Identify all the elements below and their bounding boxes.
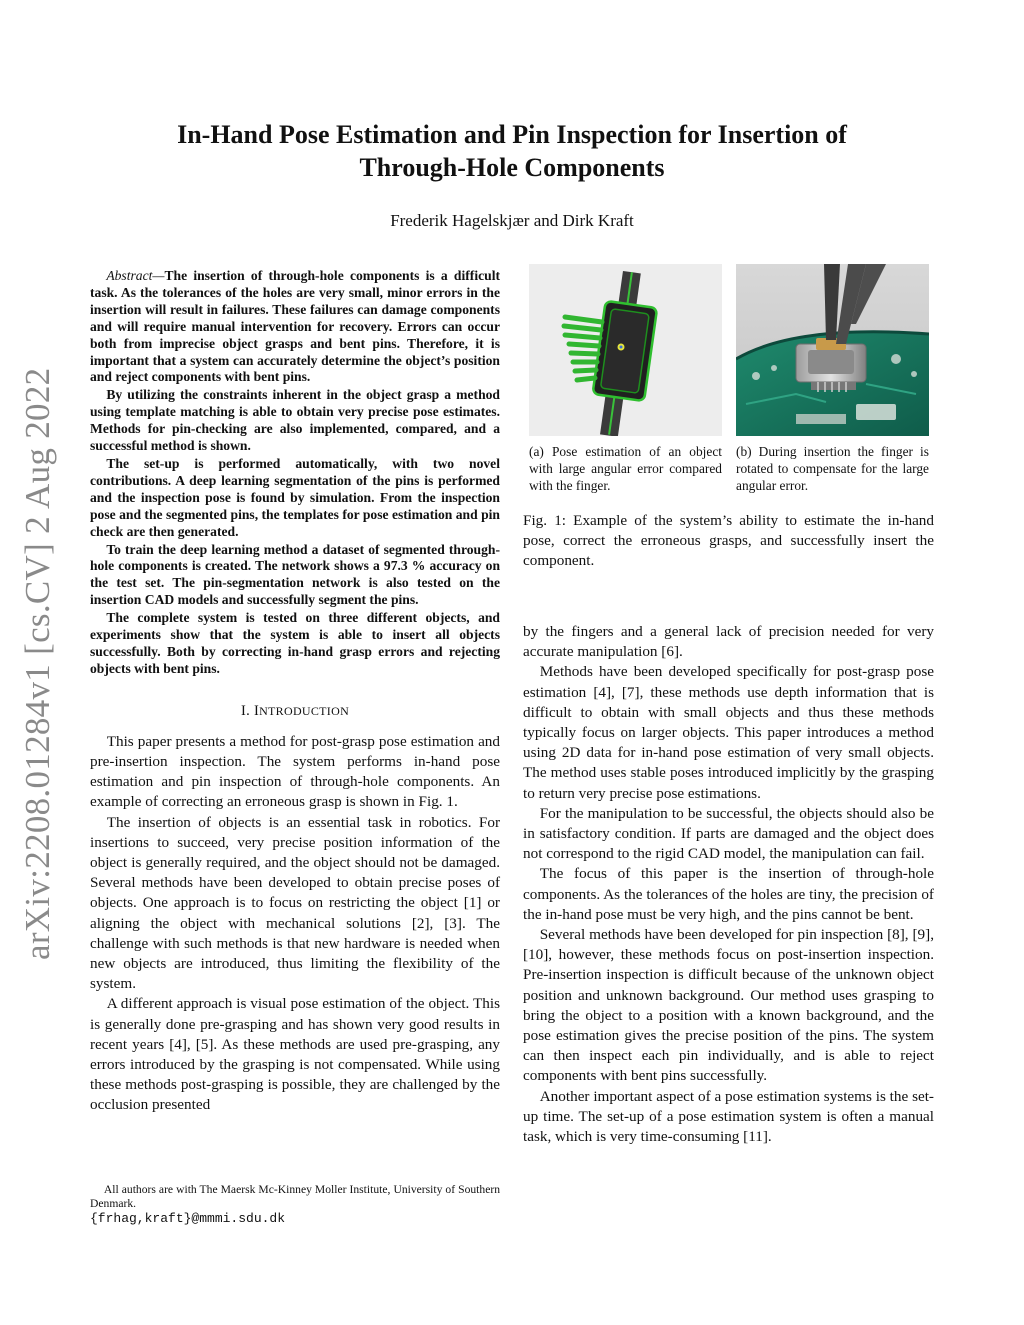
- figure-1b-image: [736, 264, 929, 436]
- body-paragraph: Methods have been developed specifically for post-grasp pose estimation [4], [7], these methods use depth information that is difficult to obtain with small objects and thus these methods typically focus on larger objects. This paper introduces a method using 2D data for in-hand pose estimation of very small objects. The method uses stable poses introduced implicitly by the grasping to return very precise pose estimations.: [523, 663, 934, 802]
- right-column: [523, 622, 934, 1147]
- figure-1-caption: Fig. 1: Example of the system’s ability to estimate the in-hand pose, correct the erroneous grasps, and successfully insert the component.: [523, 512, 934, 570]
- pose-estimation-render: [529, 264, 722, 436]
- body-paragraph: The focus of this paper is the insertion of through-hole components. As the tolerances of the holes are tiny, the precision of the in-hand pose must be very high, and the pins cannot be bent.: [523, 865, 934, 923]
- abstract-paragraph: [90, 268, 500, 386]
- section-initial: I: [253, 702, 260, 719]
- footnote-affiliation: All authors are with The Maersk Mc-Kinney Moller Institute, University of Southern Denmark.: [90, 1183, 500, 1210]
- abstract-label: Abstract—: [106, 268, 165, 283]
- abstract: [90, 268, 500, 678]
- body-paragraph: Several methods have been developed for pin inspection [8], [9], [10], however, these methods focus on post-insertion inspection. Pre-insertion inspection is difficult because of the unknown object position and unknown background. Our method uses grasping to bring the object to a position with a known background, and the pose estimation gives the precise position of the pins. The system can then inspect each pin individually, and is able to reject components with bent pins successfully.: [523, 926, 934, 1085]
- body-paragraph: This paper presents a method for post-grasp pose estimation and pre-insertion inspection. The system performs in-hand pose estimation and pin inspection of through-hole components. An example of correcting an erroneous grasp is shown in Fig. 1.: [90, 732, 500, 811]
- subcaption-b: (b) During insertion the finger is rotated to compensate for the large angular error.: [736, 444, 929, 493]
- introduction-text: [90, 732, 500, 1116]
- arxiv-stamp[interactable]: arXiv:2208.01284v1 [cs.CV] 2 Aug 2022: [18, 367, 57, 960]
- title-line-1: In-Hand Pose Estimation and Pin Inspection for Insertion of: [177, 120, 847, 149]
- insertion-photo: [736, 264, 929, 436]
- left-column: [90, 268, 500, 1116]
- body-paragraph: The insertion of objects is an essential task in robotics. For insertions to succeed, very precise position information of the object is generally required, and the object should not be damaged. Several methods have been developed to obtain precise poses of objects. One approach is to focus on restricting the object [1] or aligning the object with mechanical solutions [2], [3]. The challenge with such methods is that new hardware is needed when new objects are introduced, thus limiting the flexibility of the system.: [90, 813, 500, 993]
- subcaption-a: (a) Pose estimation of an object with large angular error compared with the finger.: [529, 444, 722, 493]
- title-line-2: Through-Hole Components: [359, 153, 665, 182]
- authors: Frederik Hagelskjær and Dirk Kraft: [390, 211, 634, 230]
- abstract-paragraph: By utilizing the constraints inherent in the object grasp a method using template matching is able to obtain very precise pose estimates. Methods for pin-checking are also implemented, compared, and a successful method is shown.: [90, 387, 500, 454]
- section-title-rest: NTRODUCTION: [259, 703, 350, 718]
- body-paragraph: A different approach is visual pose estimation of the object. This is generally done pre-grasping and has shown very good results in recent years [4], [5]. As these methods are used pre-grasping, any errors introduced by the grasping is not compensated. While using these methods post-grasping is possible, they are challenged by the occlusion presented: [90, 995, 500, 1114]
- abstract-text: The insertion of through-hole components is a difficult task. As the tolerances of the holes are very small, minor errors in the insertion will result in failures. These failures can damage components and will require manual intervention for recovery. Errors can occur both from imprecise object grasps and bent pins. Therefore, it is important that a system can accurately determine the object’s position and reject components with bent pins.: [90, 268, 500, 385]
- body-paragraph: For the manipulation to be successful, the objects should also be in satisfactory condition. If parts are damaged and the object does not correspond to the rigid CAD model, the manipulation can fail.: [523, 804, 934, 863]
- figure-1a-image: [529, 264, 722, 436]
- body-paragraph: Another important aspect of a pose estimation systems is the set-up time. The set-up of a pose estimation system is often a manual task, which is very time-consuming [11].: [523, 1087, 934, 1146]
- footnote-email[interactable]: {frhag,kraft}@mmmi.sdu.dk: [90, 1211, 286, 1226]
- paper-title: [110, 118, 914, 184]
- body-paragraph-continuation: by the fingers and a general lack of precision needed for very accurate manipulation [6].: [523, 623, 934, 661]
- abstract-paragraph: The set-up is performed automatically, with two novel contributions. A deep learning segmentation of the pins is performed and the inspection pose is found by simulation. From the inspection pose and the segmented pins, the templates for pose estimation and pin check are then generated.: [90, 455, 500, 539]
- abstract-paragraph: The complete system is tested on three different objects, and experiments show that the system is able to insert all objects successfully. Both by correcting in-hand grasp errors and rejecting objects with bent pins.: [90, 610, 500, 676]
- abstract-paragraph: To train the deep learning method a dataset of segmented through-hole components is created. The network shows a 97.3 % accuracy on the test set. The pin-segmentation network is also tested on the insertion CAD models and successfully segment the pins.: [90, 541, 500, 608]
- section-number: I.: [240, 702, 250, 719]
- footnote: [90, 1183, 500, 1226]
- section-heading-introduction: [90, 703, 500, 720]
